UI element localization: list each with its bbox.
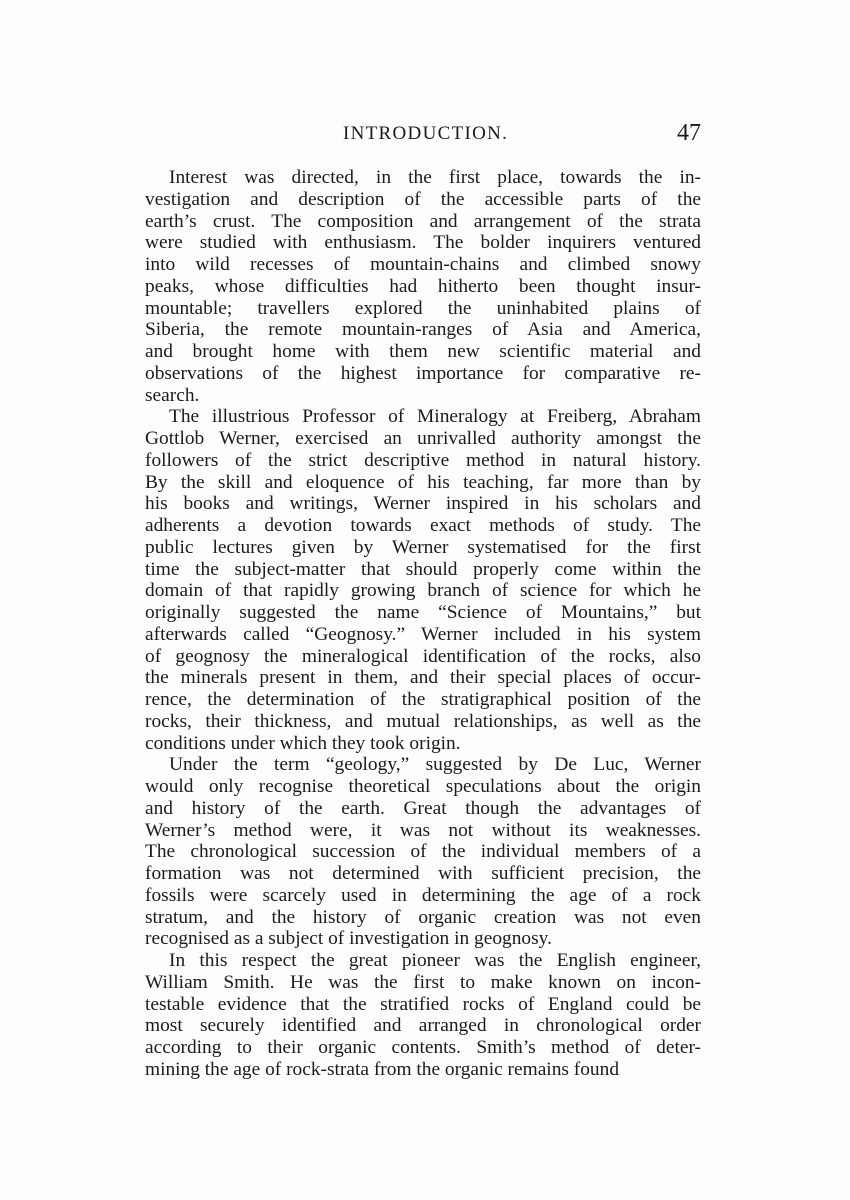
text-line: vestigation and description of the accessible parts of the <box>145 188 701 210</box>
page-number: 47 <box>677 120 701 146</box>
text-line: recognised as a subject of investigation in geognosy. <box>145 928 552 950</box>
text-line: adherents a devotion towards exact methods of study. The <box>145 515 701 536</box>
text-line: public lectures given by Werner systematised for the first <box>145 536 701 558</box>
text-line: rocks, their thickness, and mutual relationships, as well as the <box>145 710 701 732</box>
text-line: fossils were scarcely used in determining the age of a rock <box>145 884 701 906</box>
text-line: afterwards called “Geognosy.” Werner included in his system <box>145 623 701 645</box>
text-line: his books and writings, Werner inspired in his scholars and <box>145 493 701 515</box>
text-line: and brought home with them new scientific material and <box>145 341 701 362</box>
text-line: into wild recesses of mountain-chains and climbed snowy <box>145 254 701 275</box>
text-line: search. <box>145 384 200 406</box>
paragraph <box>145 754 701 950</box>
text-line: rence, the determination of the stratigraphical position of the <box>145 689 701 710</box>
text-line: followers of the strict descriptive method in natural history. <box>145 449 701 471</box>
paragraph <box>145 406 701 754</box>
text-line: testable evidence that the stratified rocks of England could be <box>145 993 701 1015</box>
text-line: Under the term “geology,” suggested by De Luc, Werner <box>169 754 701 776</box>
text-line: stratum, and the history of organic creation was not even <box>145 906 701 928</box>
text-line: Werner’s method were, it was not without its weaknesses. <box>145 819 701 841</box>
paragraph <box>145 167 701 406</box>
text-line: the minerals present in them, and their special places of occur- <box>145 667 701 689</box>
text-line: observations of the highest importance for comparative re- <box>145 362 701 384</box>
text-line: Siberia, the remote mountain-ranges of Asia and America, <box>145 319 701 341</box>
body-text <box>145 167 701 1081</box>
text-line: earth’s crust. The composition and arrangement of the strata <box>145 210 701 232</box>
text-line: domain of that rapidly growing branch of science for which he <box>145 580 701 602</box>
text-line: The illustrious Professor of Mineralogy at Freiberg, Abraham <box>169 406 701 428</box>
text-line: In this respect the great pioneer was the English engineer, <box>169 950 701 971</box>
text-line: Interest was directed, in the first place, towards the in- <box>169 167 701 188</box>
text-line: most securely identified and arranged in chronological order <box>145 1015 701 1037</box>
text-line: of geognosy the mineralogical identification of the rocks, also <box>145 645 701 667</box>
text-line: time the subject-matter that should properly come within the <box>145 558 701 580</box>
paragraph <box>145 950 701 1081</box>
text-line: Gottlob Werner, exercised an unrivalled authority amongst the <box>145 428 701 449</box>
text-line: formation was not determined with sufficient precision, the <box>145 863 701 884</box>
text-line: mining the age of rock-strata from the organic remains found <box>145 1058 620 1080</box>
running-head <box>145 120 701 154</box>
text-line: were studied with enthusiasm. The bolder inquirers ventured <box>145 232 701 254</box>
text-line: and history of the earth. Great though the advantages of <box>145 797 701 819</box>
text-line: would only recognise theoretical speculations about the origin <box>145 776 701 797</box>
running-title: INTRODUCTION. <box>343 123 509 144</box>
text-line: originally suggested the name “Science of Mountains,” but <box>145 602 701 623</box>
text-line: The chronological succession of the individual members of a <box>145 841 701 863</box>
text-line: mountable; travellers explored the uninhabited plains of <box>145 297 701 319</box>
text-line: William Smith. He was the first to make known on incon- <box>145 971 701 993</box>
text-line: peaks, whose difficulties had hitherto been thought insur- <box>145 275 701 297</box>
text-line: By the skill and eloquence of his teaching, far more than by <box>145 471 701 493</box>
text-line: conditions under which they took origin. <box>145 732 461 754</box>
text-line: according to their organic contents. Smith’s method of deter- <box>145 1037 701 1058</box>
